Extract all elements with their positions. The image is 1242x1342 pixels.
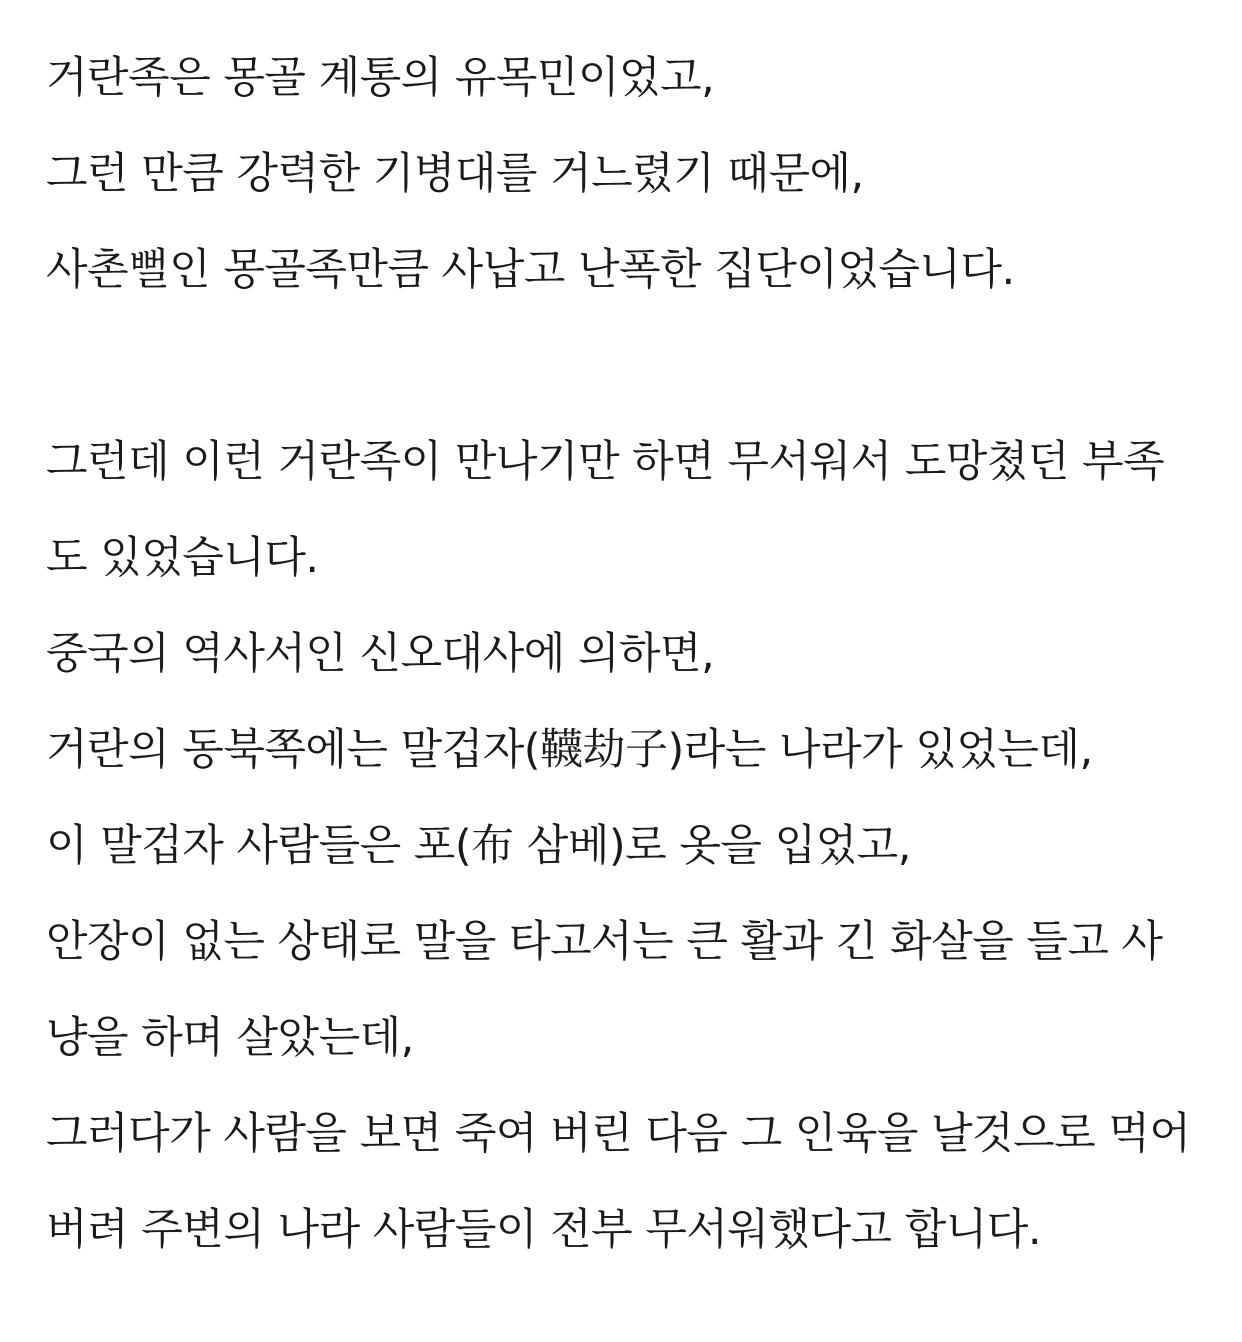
text-line: 사촌뻘인 몽골족만큼 사납고 난폭한 집단이었습니다. — [46, 245, 1015, 295]
text-line: 거란의 동북쪽에는 말겁자(韈劫子)라는 나라가 있었는데, — [46, 725, 1093, 775]
text-line: 버려 주변의 나라 사람들이 전부 무서워했다고 합니다. — [46, 1205, 1042, 1255]
paragraph-1 — [46, 50, 1226, 338]
text-line: 이 말겁자 사람들은 포(布 삼베)로 옷을 입었고, — [46, 821, 911, 871]
text-line: 냥을 하며 살았는데, — [46, 1013, 414, 1063]
text-line: 그러다가 사람을 보면 죽여 버린 다음 그 인육을 날것으로 먹어 — [46, 1109, 1191, 1159]
text-line: 그런 만큼 강력한 기병대를 거느렸기 때문에, — [46, 149, 864, 199]
paragraph-2 — [46, 434, 1226, 1298]
paragraph-spacer — [46, 338, 1226, 434]
text-line: 거란족은 몽골 계통의 유목민이었고, — [46, 53, 715, 103]
article-body — [46, 50, 1226, 1298]
text-line: 그런데 이런 거란족이 만나기만 하면 무서워서 도망쳤던 부족 — [46, 437, 1165, 487]
text-line: 중국의 역사서인 신오대사에 의하면, — [46, 629, 715, 679]
text-line: 안장이 없는 상태로 말을 타고서는 큰 활과 긴 화살을 들고 사 — [46, 917, 1163, 967]
text-line: 도 있었습니다. — [46, 533, 319, 583]
